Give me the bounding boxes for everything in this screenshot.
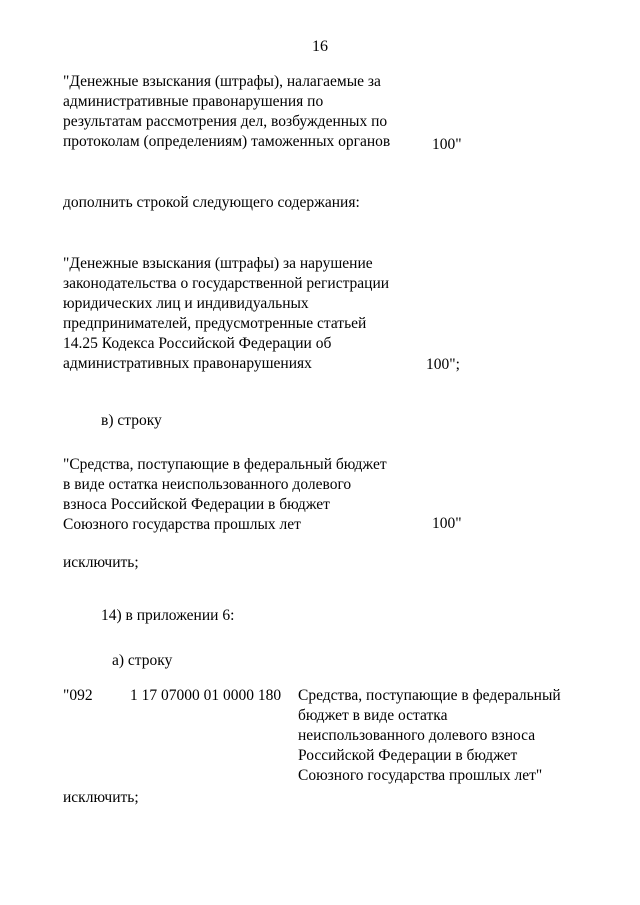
- block3-line: в виде остатка неиспользованного долевого: [63, 476, 352, 493]
- block2-line: административных правонарушениях: [63, 355, 312, 372]
- exclude-line-2: исключить;: [63, 789, 139, 806]
- block2-line: законодательства о государственной регистрации: [63, 275, 390, 292]
- row-desc-line: Союзного государства прошлых лет": [298, 767, 543, 784]
- block1-value: 100": [432, 136, 462, 153]
- block3-text: [63, 455, 408, 535]
- item-a-line: а) строку: [112, 652, 173, 669]
- block1-line: протоколам (определениям) таможенных органов: [63, 133, 391, 150]
- page-number: 16: [312, 38, 328, 55]
- row-code: "092: [63, 687, 93, 704]
- block2-text: [63, 254, 408, 374]
- block3-value: 100": [432, 515, 462, 532]
- block1-line: "Денежные взыскания (штрафы), налагаемые за: [63, 73, 381, 90]
- row-desc-line: Средства, поступающие в федеральный: [298, 687, 561, 704]
- item-v-line: в) строку: [101, 412, 162, 429]
- row-description: [298, 686, 582, 786]
- item-14-line: 14) в приложении 6:: [101, 607, 235, 624]
- block3-line: "Средства, поступающие в федеральный бюджет: [63, 456, 387, 473]
- block2-value: 100";: [426, 356, 460, 373]
- block1-line: результатам рассмотрения дел, возбужденных по: [63, 113, 388, 130]
- block2-line: юридических лиц и индивидуальных: [63, 295, 309, 312]
- row-desc-line: неиспользованного долевого взноса: [298, 727, 536, 744]
- row-desc-line: Российской Федерации в бюджет: [298, 747, 518, 764]
- block1-text: [63, 72, 408, 152]
- block3-line: Союзного государства прошлых лет: [63, 516, 301, 533]
- block2-line: "Денежные взыскания (штрафы) за нарушение: [63, 255, 373, 272]
- block1-line: административные правонарушения по: [63, 93, 324, 110]
- block3-line: взноса Российской Федерации в бюджет: [63, 496, 330, 513]
- instruction-add-line: дополнить строкой следующего содержания:: [63, 194, 360, 211]
- exclude-line-1: исключить;: [63, 554, 139, 571]
- block2-line: 14.25 Кодекса Российской Федерации об: [63, 335, 332, 352]
- row-desc-line: бюджет в виде остатка: [298, 707, 448, 724]
- row-kbk: 1 17 07000 01 0000 180: [130, 687, 282, 704]
- block2-line: предпринимателей, предусмотренные статьей: [63, 315, 367, 332]
